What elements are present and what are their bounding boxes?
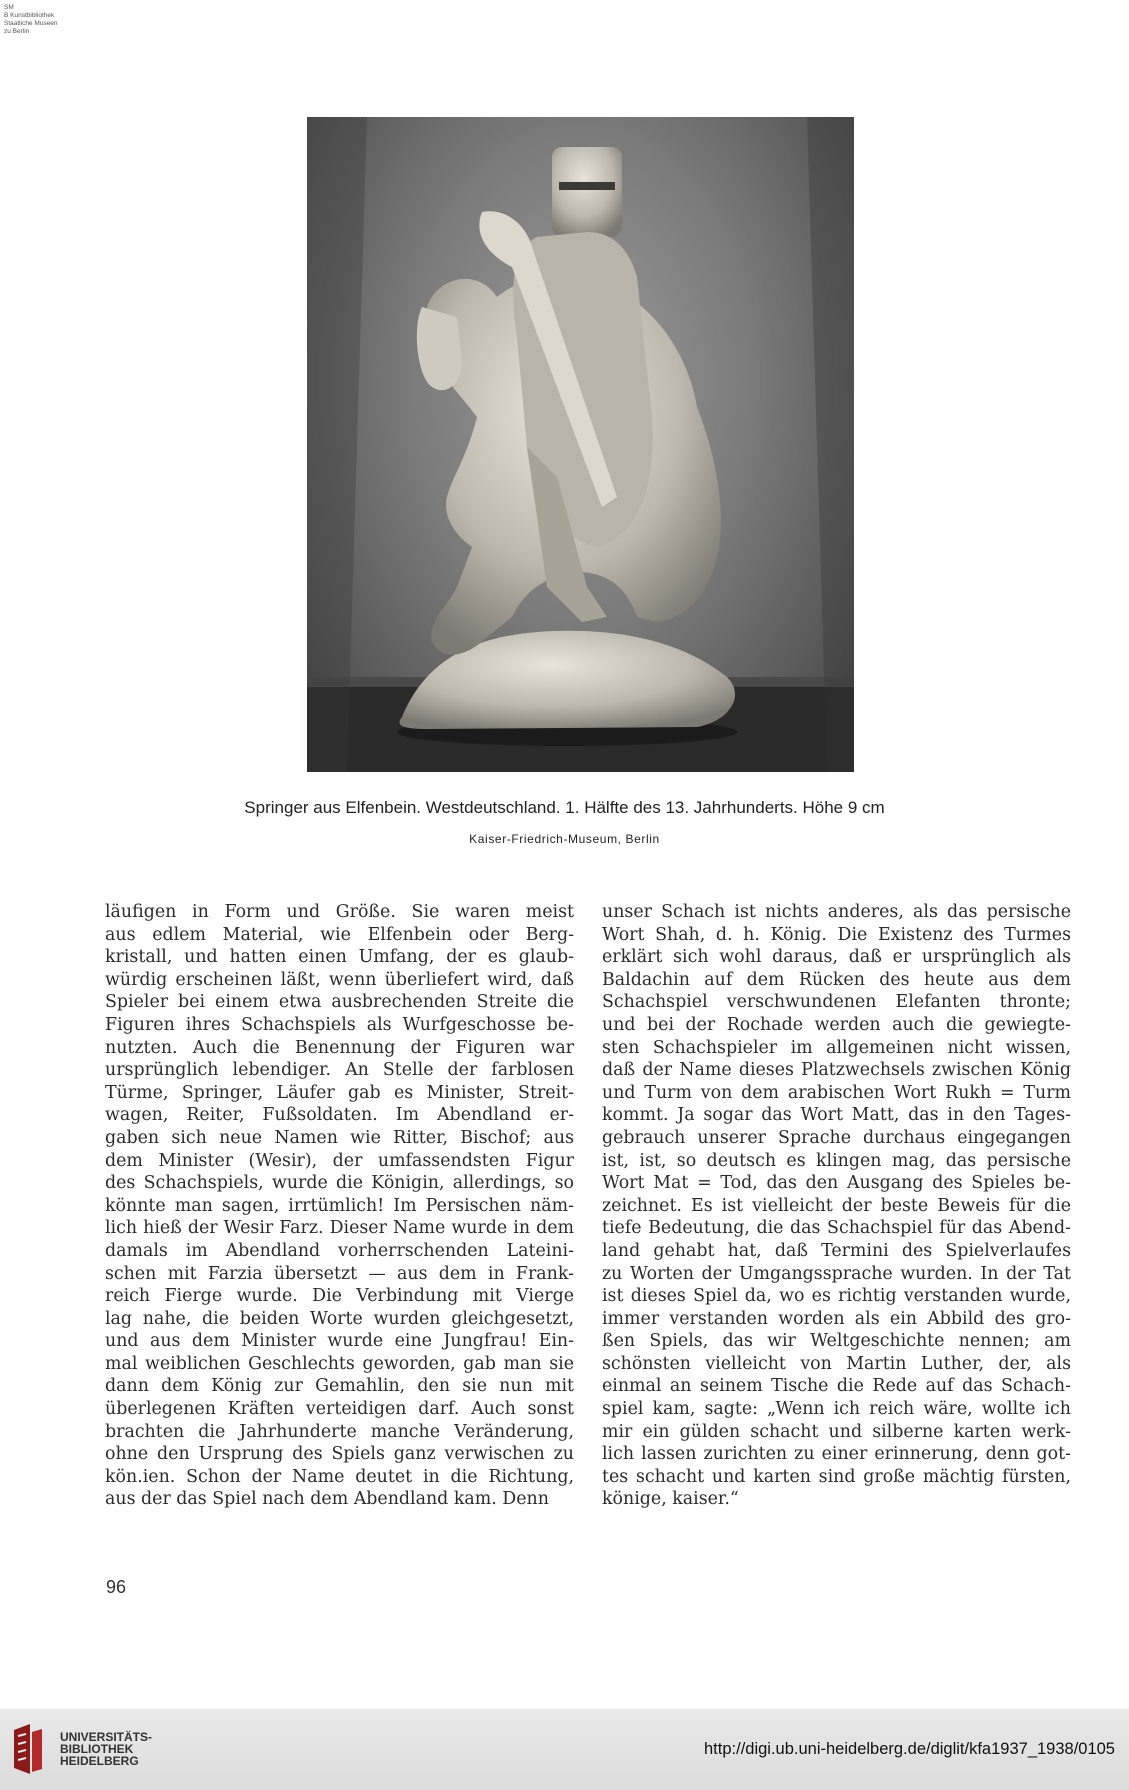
text-line: und Turm von dem arabischen Wort Rukh = Turm xyxy=(602,1082,1071,1103)
text-line: spiel kam, sagte: „Wenn ich reich wäre, wollte ich xyxy=(602,1399,1071,1420)
text-line: land gehabt hat, daß Termini des Spielverlaufes xyxy=(602,1240,1071,1261)
text-line: immer verstanden worden als ein Abbild des gro- xyxy=(602,1308,1071,1329)
text-column-left xyxy=(105,901,574,1511)
text-line: mir ein gülden schacht und silberne karten werk- xyxy=(602,1421,1071,1442)
text-line: Wort Mat = Tod, das den Ausgang des Spieles be- xyxy=(602,1173,1071,1194)
text-line: lich lassen zurichten zu einer erinnerung, denn got- xyxy=(602,1444,1071,1465)
text-line: schen mit Farzia übersetzt — aus dem in Frank- xyxy=(105,1263,574,1284)
text-line: lag nahe, die beiden Worte wurden gleichgesetzt, xyxy=(105,1308,574,1329)
text-line: aus der das Spiel nach dem Abendland kam. Denn xyxy=(105,1489,549,1510)
text-line: lich hieß der Wesir Farz. Dieser Name wurde in dem xyxy=(105,1218,574,1239)
library-name-line: BIBLIOTHEK xyxy=(60,1742,134,1756)
library-stamp xyxy=(4,4,96,36)
text-line: ßen Spiels, das wir Weltgeschichte nennen; am xyxy=(602,1331,1071,1352)
stamp-line: zu Berlin xyxy=(4,28,30,35)
digitization-footer xyxy=(0,1709,1129,1790)
text-line: kommt. Ja sogar das Wort Matt, das in den Tages- xyxy=(602,1105,1071,1126)
page-number: 96 xyxy=(106,1577,127,1597)
text-line: tiefe Bedeutung, die das Schachspiel für das Abend- xyxy=(602,1218,1071,1239)
text-line: schönsten vielleicht von Martin Luther, der, als xyxy=(602,1353,1071,1374)
text-line: Baldachin auf dem Rücken des heute aus dem xyxy=(602,969,1071,990)
text-line: dann dem König zur Gemahlin, den sie nun mit xyxy=(105,1376,574,1397)
text-line: sten Schachspieler im allgemeinen nicht wissen, xyxy=(602,1037,1071,1058)
university-library-logo-icon xyxy=(10,1724,46,1774)
text-line: erklärt sich wohl daraus, daß er ursprünglich als xyxy=(602,947,1071,968)
permalink-url[interactable]: http://digi.ub.uni-heidelberg.de/diglit/kfa1937_1938/0105 xyxy=(704,1740,1115,1758)
text-line: ist dieses Spiel da, wo es richtig verstanden wurde, xyxy=(602,1286,1071,1307)
text-line: unser Schach ist nichts anderes, als das persische xyxy=(602,902,1071,922)
text-line: gaben sich neue Namen wie Ritter, Bischof; aus xyxy=(105,1127,574,1148)
library-name-line: HEIDELBERG xyxy=(60,1754,139,1768)
text-line: tes schacht und karten sind große mächtig fürsten, xyxy=(602,1466,1071,1487)
text-line: zu Worten der Umgangssprache wurden. In der Tat xyxy=(602,1263,1071,1284)
text-line: Wort Shah, d. h. König. Die Existenz des Turmes xyxy=(602,924,1071,945)
library-name-line: UNIVERSITÄTS- xyxy=(60,1730,153,1744)
text-line: Schachspiel verschwundenen Elefanten thronte; xyxy=(602,992,1071,1013)
text-line: und bei der Rochade werden auch die gewiegte- xyxy=(602,1014,1071,1035)
library-name xyxy=(60,1731,152,1767)
text-line: würdig erscheinen läßt, wenn überliefert wird, daß xyxy=(105,969,574,990)
text-line: läufigen in Form und Größe. Sie waren meist xyxy=(105,902,574,922)
figure-caption: Springer aus Elfenbein. Westdeutschland. 1. Hälfte des 13. Jahrhunderts. Höhe 9 cm xyxy=(244,798,885,817)
figure-credit: Kaiser-Friedrich-Museum, Berlin xyxy=(469,832,660,846)
text-line: ursprünglich lebendiger. An Stelle der farblosen xyxy=(105,1060,574,1081)
text-line: mal weiblichen Geschlechts geworden, gab man sie xyxy=(105,1353,574,1374)
text-line: überlegenen Kräften verteidigen darf. Auch sonst xyxy=(105,1399,574,1420)
text-line: reich Fierge wurde. Die Verbindung mit Vierge xyxy=(105,1286,574,1307)
text-line: ist, ist, so deutsch es klingen mag, das persische xyxy=(602,1150,1071,1171)
text-line: wagen, Reiter, Fußsoldaten. Im Abendland er- xyxy=(105,1105,574,1126)
text-line: einmal an seinem Tische die Rede auf das Schach- xyxy=(602,1376,1071,1397)
text-line: könnte man sagen, irrtümlich! Im Persischen näm- xyxy=(105,1195,574,1216)
text-line: könige, kaiser.“ xyxy=(602,1489,739,1510)
text-line: dem Minister (Wesir), der umfassendsten Figur xyxy=(105,1150,574,1171)
text-line: Spieler bei einem etwa ausbrechenden Streite die xyxy=(105,992,574,1013)
text-column-right xyxy=(602,901,1071,1511)
text-line: Figuren ihres Schachspiels als Wurfgeschosse be- xyxy=(105,1014,574,1035)
text-line: gebrauch unserer Sprache durchaus eingegangen xyxy=(602,1127,1071,1148)
knight-figure-illustration xyxy=(307,117,854,772)
text-line: des Schachspiels, wurde die Königin, allerdings, so xyxy=(105,1173,574,1194)
text-line: aus edlem Material, wie Elfenbein oder Berg- xyxy=(105,924,574,945)
stamp-line: B Kunstbibliothek xyxy=(4,12,55,19)
text-line: kristall, und hatten einen Umfang, der es glaub- xyxy=(105,947,574,968)
stamp-line: Staatliche Museen xyxy=(4,20,58,27)
text-line: zeichnet. Es ist vielleicht der beste Beweis für die xyxy=(602,1195,1071,1216)
text-line: brachten die Jahrhunderte manche Veränderung, xyxy=(105,1421,574,1442)
ivory-knight-photo xyxy=(307,117,854,772)
text-line: kön.ien. Schon der Name deutet in die Richtung, xyxy=(105,1466,574,1487)
text-line: und aus dem Minister wurde eine Jungfrau! Ein- xyxy=(105,1331,574,1352)
text-line: damals im Abendland vorherrschenden Lateini- xyxy=(105,1240,574,1261)
text-line: nutzten. Auch die Benennung der Figuren war xyxy=(105,1037,574,1058)
text-line: Türme, Springer, Läufer gab es Minister, Streit- xyxy=(105,1082,574,1103)
stamp-line: SM xyxy=(4,4,14,11)
text-line: daß der Name dieses Platzwechsels zwischen König xyxy=(602,1060,1071,1081)
text-line: ohne den Ursprung des Spiels ganz verwischen zu xyxy=(105,1444,574,1465)
